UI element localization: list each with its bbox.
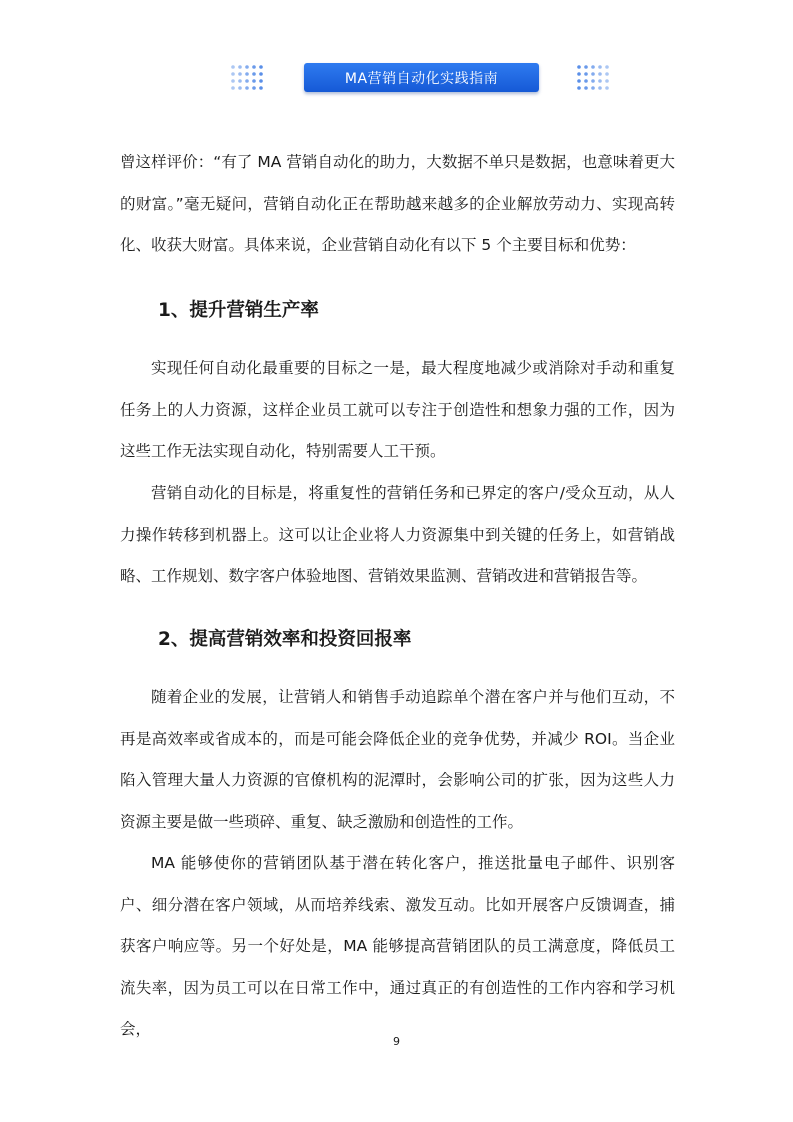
decorative-dots-right xyxy=(576,64,612,92)
section-1-paragraph-1: 实现任何自动化最重要的目标之一是，最大程度地减少或消除对手动和重复任务上的人力资源，这样企业员工就可以专注于创造性和想象力强的工作，因为这些工作无法实现自动化，特别需要人工干预。 xyxy=(120,359,675,460)
decorative-dots-left xyxy=(230,64,266,92)
section-1-paragraph-2: 营销自动化的目标是，将重复性的营销任务和已界定的客户/受众互动，从人力操作转移到机器上。这可以让企业将人力资源集中到关键的任务上，如营销战略、工作规划、数字客户体验地图、营销效果监测、营销改进和营销报告等。 xyxy=(120,484,675,585)
header-title-banner xyxy=(304,63,539,92)
header-title: MA营销自动化实践指南 xyxy=(344,70,499,87)
page-number: 9 xyxy=(393,1035,400,1048)
intro-paragraph: 曾这样评价：“有了 MA 营销自动化的助力，大数据不单只是数据，也意味着更大的财富。”毫无疑问，营销自动化正在帮助越来越多的企业解放劳动力、实现高转化、收获大财富。具体来说，企业营销自动化有以下 5 个主要目标和优势： xyxy=(120,153,675,254)
section-2-heading: 2、提高营销效率和投资回报率 xyxy=(158,629,412,650)
section-2-paragraph-2: MA 能够使你的营销团队基于潜在转化客户，推送批量电子邮件、识别客户、细分潜在客户领域，从而培养线索、激发互动。比如开展客户反馈调查，捕获客户响应等。另一个好处是，MA 能够提高营销团队的员工满意度，降低员工流失率，因为员工可以在日常工作中，通过真正的有创造性的工作内容和学习机会， xyxy=(120,854,675,1038)
section-2-paragraph-1: 随着企业的发展，让营销人和销售手动追踪单个潜在客户并与他们互动，不再是高效率或省成本的，而是可能会降低企业的竞争优势，并减少 ROI。当企业陷入管理大量人力资源的官僚机构的泥潭时，会影响公司的扩张，因为这些人力资源主要是做一些琐碎、重复、缺乏激励和创造性的工作。 xyxy=(120,688,675,831)
section-1-heading: 1、提升营销生产率 xyxy=(158,300,319,321)
